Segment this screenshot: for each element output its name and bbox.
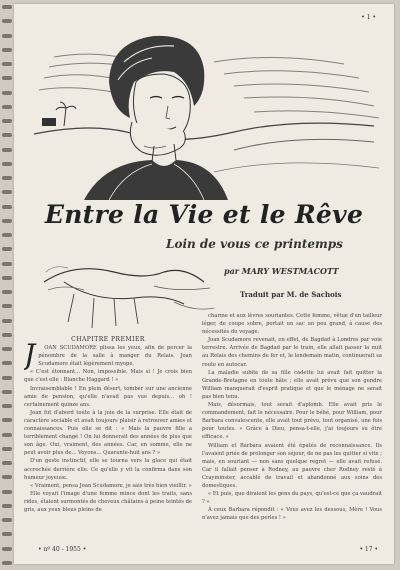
paragraph: OAN SCUDAMORE plissa les yeux, afin de percer la pénombre de la salle à manger du Relais. Joan Scudamore était légèrement myope.: [38, 345, 192, 368]
woman-desert-illustration: [14, 22, 394, 202]
chapter-heading: CHAPITRE PREMIER: [71, 336, 145, 343]
spiral-binding: [0, 0, 14, 570]
left-text-column: [24, 336, 192, 542]
right-text-column: [202, 312, 382, 542]
paragraph: Joan Scudamore revenait, en effet, de Bagdad à Londres par voie terrestre. Arrivée de Bagdad par le train, elle allait passer la nuit au Relais des chemins de fer et, le lendemain matin, continuerait sa route en autocar.: [202, 337, 382, 368]
page-number-footer: • 17 •: [359, 546, 378, 553]
magazine-page: [14, 4, 394, 564]
paragraph: William et Barbara avaient été épatés de reconnaissance. Ils l'avaient priée de prolonger son séjour, de ne pas les quitter si vite ; mais, en souriant — non sans quelque regret — elle avait refusé. Car il fallait penser à Rodney, au pauvre cher Rodney resté à Crayminster, accablé de travail et abandonné aux soins des domestiques.: [202, 442, 382, 489]
paragraph: « Vraiment, pensa Joan Scudamore, je sais très bien vieillir. »: [30, 482, 192, 489]
story-subtitle: Loin de vous ce printemps: [166, 237, 343, 251]
hand-sketch-illustration: [34, 242, 224, 334]
author-byline: par MARY WESTMACOTT: [224, 266, 339, 276]
paragraph: À ceux Barbara répondit : « Vous avez les dessous, Mère ! Vous n'avez jamais que des perles ! »: [202, 507, 382, 522]
paragraph: « C'est étonnant... Non, impossible. Mais si ! Je crois bien que c'est elle : Blanche Haggard ! »: [24, 369, 192, 384]
paragraph: charme et aux lèvres souriantes. Cette femme, vêtue d'un tailleur léger, de coupe sobre, portait un sac un peu grand, à cause des nécessités du voyage.: [202, 313, 382, 336]
story-title: Entre la Vie et le Rêve: [44, 200, 364, 229]
paragraph: « Et puis, que diraient les gens du pays, qu'est-ce que ça vaudrait ? »: [202, 491, 382, 506]
drop-cap: J: [24, 338, 36, 372]
paragraph: Invraisemblable ! En plein désert, tomber sur une ancienne amie de pension, qu'elle n'avait pas vue depuis... oh ! certainement quinze ans.: [24, 385, 192, 408]
issue-footer: • nº 40 - 1955 •: [38, 546, 87, 553]
paragraph: Mais, désormais, tout serait d'aplomb. Elle avait pris le commandement, fait le nécessaire. Pour le bébé, pour William, pour Barbara convalescente, elle avait tout prévu, tout organisé, une fois pour toutes. « Grâce à Dieu, pensa-t-elle, j'ai toujours su être efficace. »: [202, 402, 382, 441]
paragraph: Joan fut d'abord toute à la joie de la surprise. Elle était de caractère sociable et avait toujours plaisir à retrouver amies et connaissances. Puis elle se dit : « Mais la pauvre fille a terriblement changé ! On lui donnerait des années de plus que son âge. Oui, vraiment, des années. Car, en somme, elle ne peut avoir plus de... Voyons... Quarante-huit ans ? »: [24, 409, 192, 457]
paragraph: La maladie subite de sa fille cadette lui avait fait quitter la Grande-Bretagne en toute hâte ; elle avait prévu que son gendre William manquerait d'esprit pratique et que le ménage ne serait pas bien tenu.: [202, 369, 382, 400]
paragraph: D'un geste instinctif, elle se tourna vers la glace qui était accrochée derrière elle. Ce qu'elle y vit la confirma dans son humeur joyeuse.: [24, 458, 192, 481]
top-page-number: • 1 •: [361, 14, 376, 21]
translator-credit: Traduit par M. de Sachois: [240, 290, 342, 299]
paragraph: Elle voyait l'image d'une femme mince dont les traits, sans rides, étaient surmontés de cheveux châtains à peine teintés de gris, aux yeux bleus pleins de: [24, 490, 192, 513]
